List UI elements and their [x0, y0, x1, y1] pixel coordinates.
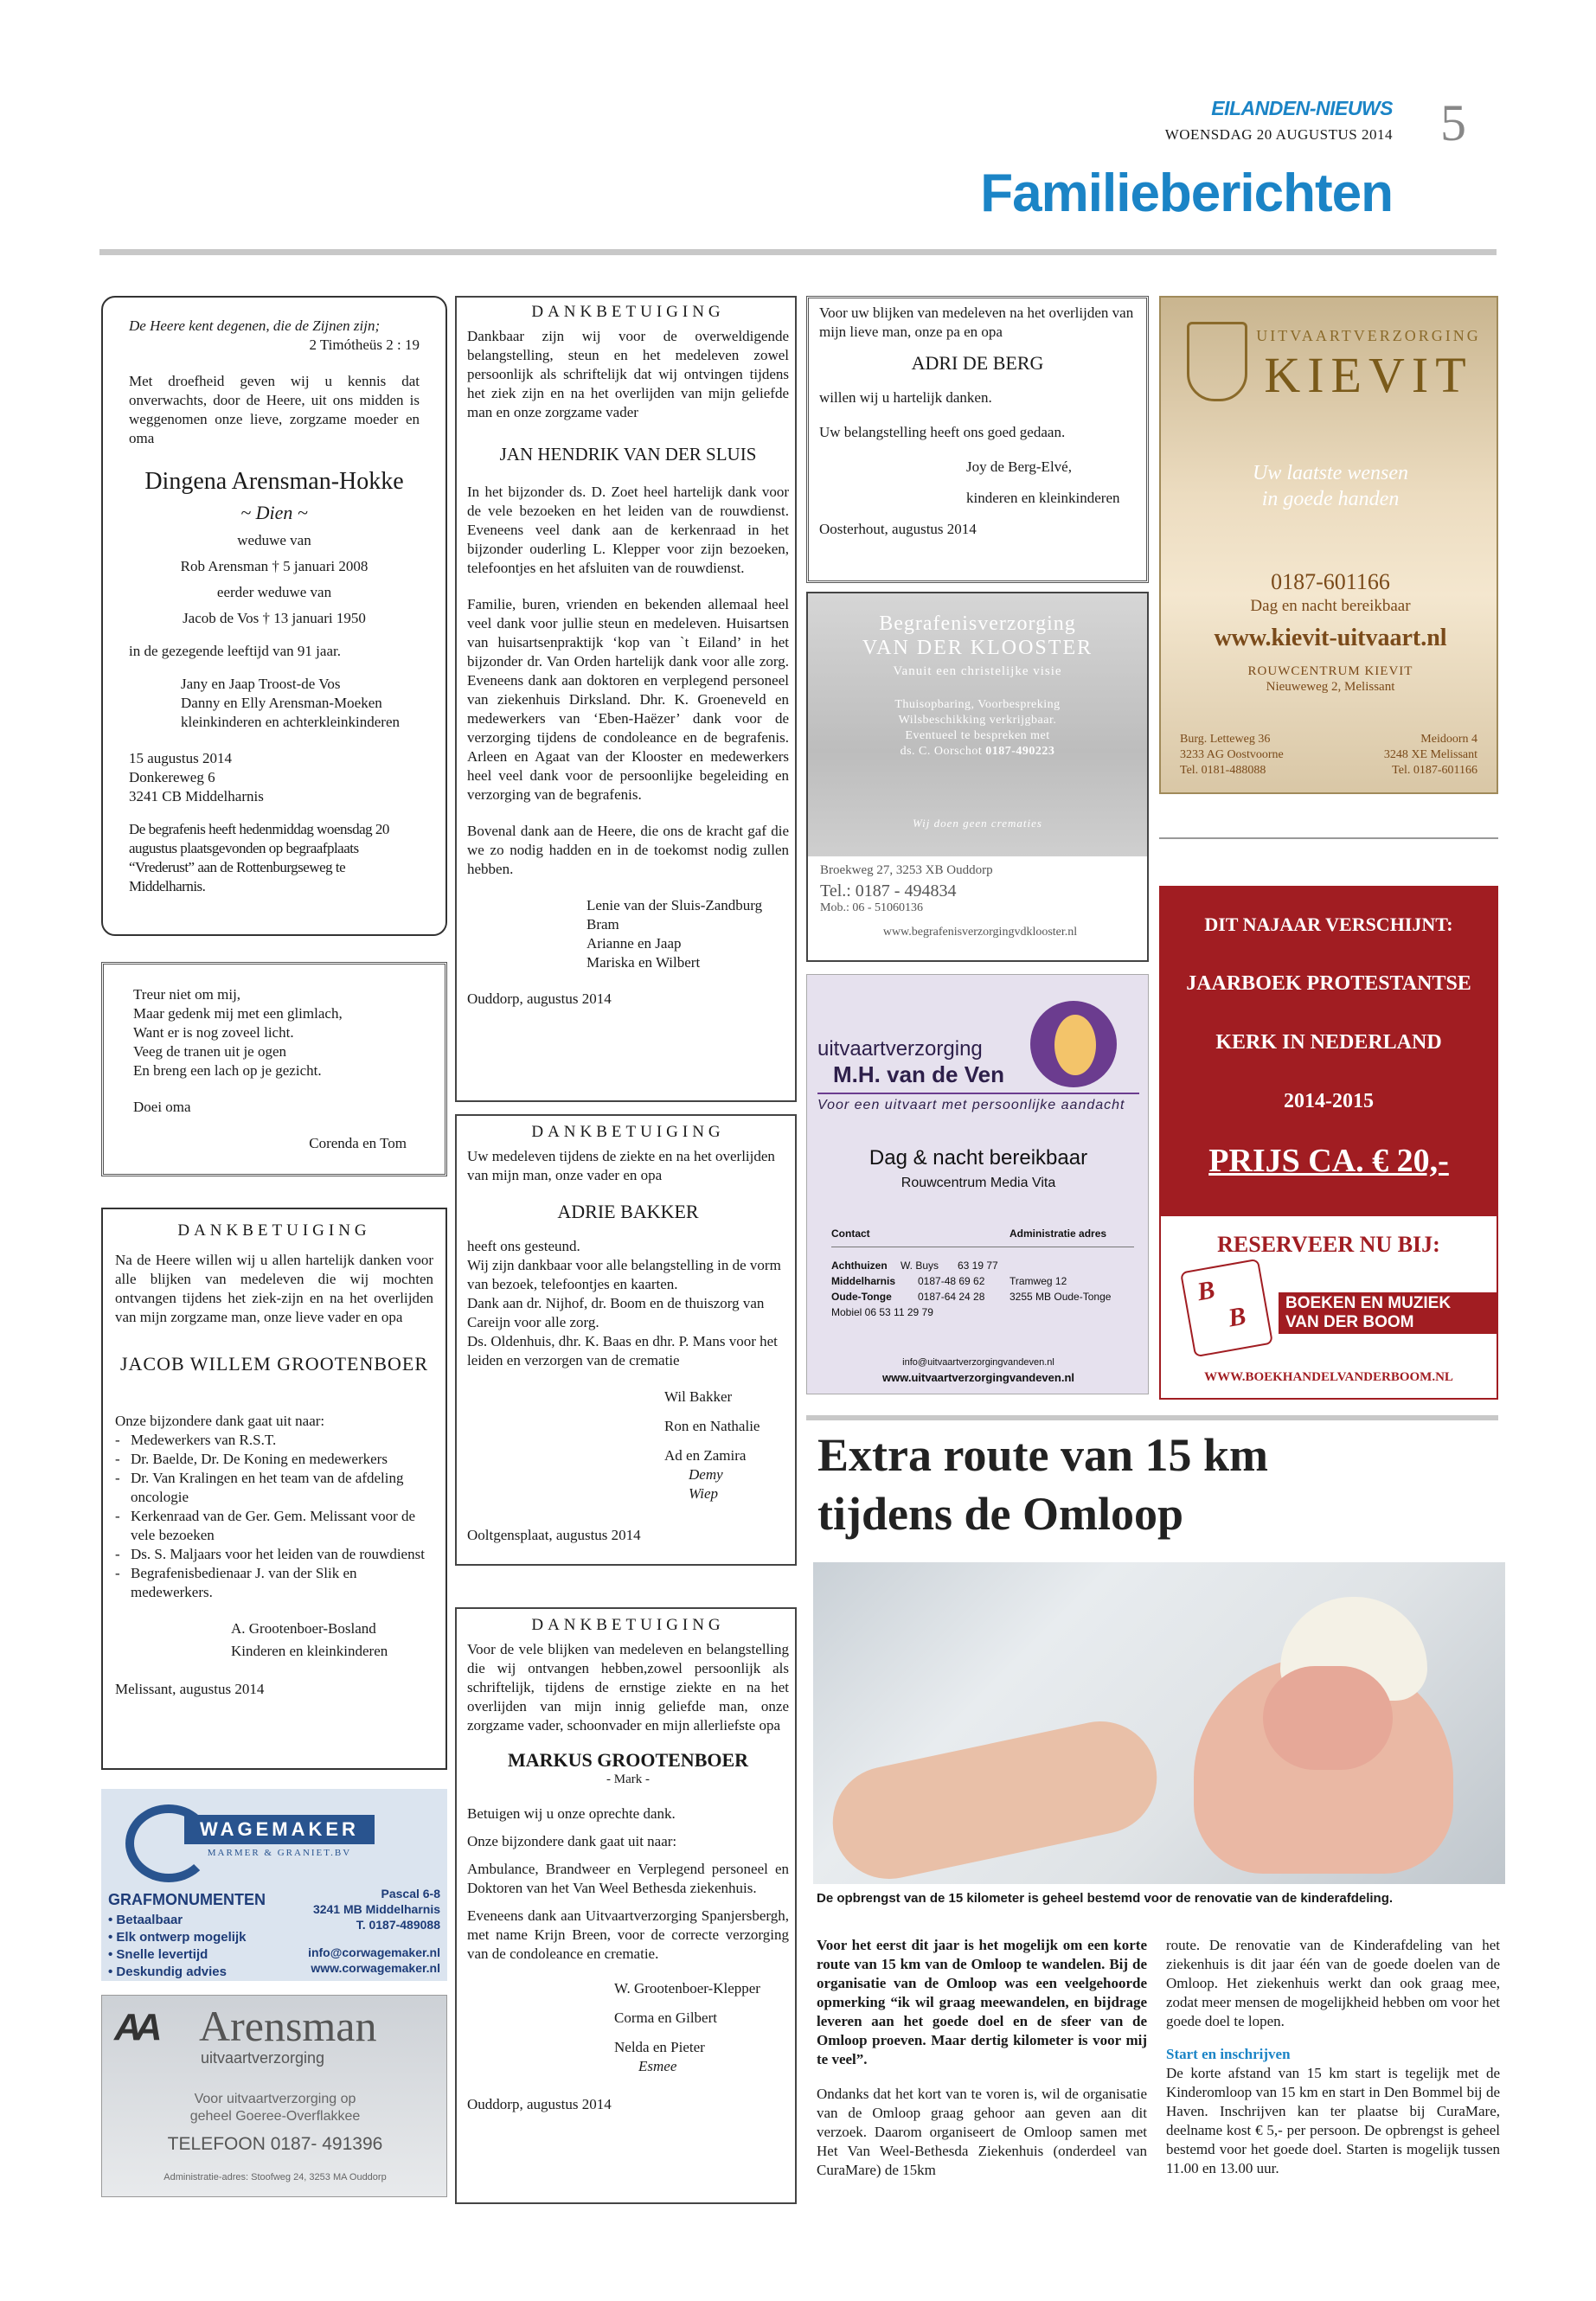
signature: Ron en Nathalie: [664, 1418, 760, 1434]
thanks-list-item: [115, 1507, 433, 1545]
website: WWW.BOEKHANDELVANDERBOOM.NL: [1204, 1370, 1453, 1384]
baby-face: [1263, 1666, 1393, 1770]
cell: W. Buys: [901, 1259, 939, 1272]
body-paragraph: De korte afstand van 15 km start is tegelijk met de Kinderomloop van 15 km en start in Den Bommel bij de Haven. Inschrijven kan ter plaatse bij CuraMare, deelname kost € 5,- per persoon. De opbrengst is geheel bestemd voor het goede doel. Starten is mogelijk tussen 11.00 en 13.00 uur.: [1166, 2065, 1500, 2176]
line: weduwe van: [237, 532, 311, 548]
shop-name: [1279, 1292, 1497, 1334]
website: www.corwagemaker.nl: [311, 1961, 440, 1975]
list-text: Medewerkers van R.S.T.: [131, 1432, 277, 1448]
brand-sub: uitvaartverzorging: [201, 2049, 325, 2067]
heading: DANKBETUIGING: [531, 1616, 725, 1634]
shop-line: BOEKEN EN MUZIEK: [1285, 1294, 1452, 1312]
brand-bar: [817, 1093, 1139, 1094]
thanks-list-item: [115, 1450, 433, 1469]
intro: Voor de vele blijken van medeleven en belangstelling die wij ontvangen hebben,zowel persoonlijk als schriftelijk, tijdens de ernstige ziekte en na het overlijden van mijn innig geliefde man, onze zorgzame vader, schoonvader en mijn allerliefste opa: [467, 1641, 789, 1734]
ad-kievit: [1159, 296, 1498, 794]
notice-deberg: [806, 296, 1149, 583]
ad-line: Dag en nacht bereikbaar: [1250, 597, 1411, 615]
deceased-name: ADRIE BAKKER: [557, 1201, 699, 1222]
tagline: Voor een uitvaart met persoonlijke aandacht: [817, 1098, 1125, 1112]
brand: KIEVIT: [1264, 347, 1473, 403]
phone: Tel.: 0187 - 494834: [820, 881, 957, 901]
line: eerder weduwe van: [216, 584, 332, 600]
cell: 0187-48 69 62: [918, 1275, 985, 1287]
signature: Ad en Zamira: [664, 1447, 747, 1464]
photo-caption: De opbrengst van de 15 kilometer is geheel bestemd voor de renovatie van de kinderafdeling.: [817, 1891, 1394, 1906]
address-line: 3248 XE Melissant: [1383, 748, 1477, 761]
list-dash: -: [115, 1432, 120, 1448]
crest-icon: [1187, 322, 1247, 401]
list-dash: -: [115, 1470, 120, 1486]
paragraph: Onze bijzondere dank gaat uit naar:: [467, 1833, 677, 1849]
verse-ref: 2 Timótheüs 2 : 19: [309, 336, 420, 353]
deceased-name: Dingena Arensman-Hokke: [144, 468, 404, 495]
reserve-label: RESERVEER NU BIJ:: [1217, 1232, 1440, 1257]
address-line: Tel. 0187-601166: [1392, 764, 1477, 777]
bullets: [108, 1912, 246, 1981]
ad-line: geheel Goeree-Overflakkee: [189, 2109, 361, 2124]
ad-heading: GRAFMONUMENTEN: [108, 1891, 266, 1908]
column-rule: [1159, 837, 1498, 839]
address: Broekweg 27, 3253 XB Ouddorp: [820, 863, 993, 877]
cell: Middelharnis: [831, 1275, 896, 1287]
signature: Esmee: [638, 2058, 677, 2074]
verse: De Heere kent degenen, die de Zijnen zijn;: [129, 317, 381, 334]
address-line: 3241 MB Middelharnis: [312, 1902, 440, 1916]
paragraph: heeft ons gesteund.: [467, 1238, 580, 1254]
signature: Lenie van der Sluis-Zandburg: [586, 897, 763, 913]
nickname: ~ Dien ~: [240, 502, 308, 523]
paragraph: Bovenal dank aan de Heere, die ons de kracht gaf die we zo nodig hadden en in de toekomst nodig zullen hebben.: [467, 823, 789, 877]
address-line: 3241 CB Middelharnis: [129, 788, 264, 804]
bullet-item: • Deskundig advies: [108, 1965, 227, 1979]
list-dash: -: [115, 1508, 120, 1524]
ad-title: Begrafenisverzorging: [879, 612, 1076, 635]
paragraph: Familie, buren, vrienden en bekenden allemaal heel veel dank voor jullie steun en medeleven. Huisartsen van huisartsenpraktijk ‘kop van `t Eiland’ in het bijzonder dr. Van Orden hartelijk dank voor alle zorg. Eveneens dank aan doktoren en verplegend personeel van ziekenhuis Dirksland. Dhr. K. Groeneveld en medewerkers van ‘Eben-Haëzer’ dank voor de verzorging tijdens de condoleance en de begrafenis. Arleen en Agaat van der Klooster en medewerkers heel veel dank voor de persoonlijke begeleiding en verzorging van de begrafenis.: [467, 596, 789, 803]
thanks-list-item: [115, 1564, 433, 1602]
arensman-logo: AA: [114, 2006, 156, 2048]
intro: Uw medeleven tijdens de ziekte en na het overlijden van mijn man, onze vader en opa: [467, 1148, 775, 1183]
ad-arensman: [101, 1995, 447, 2197]
ad-line: 2014-2015: [1284, 1090, 1374, 1112]
address-line: Pascal 6-8: [381, 1887, 440, 1900]
headline: [817, 1426, 1492, 1543]
poem-line: Veeg de tranen uit je ogen: [133, 1043, 287, 1060]
bullet-item: • Snelle levertijd: [108, 1947, 208, 1962]
logo-letter: B: [1195, 1275, 1217, 1307]
email: info@uitvaartverzorgingvandeven.nl: [902, 1357, 1054, 1368]
list-dash: -: [115, 1565, 120, 1581]
headline-line: tijdens de Omloop: [817, 1488, 1184, 1540]
price: PRIJS CA. € 20,-: [1208, 1143, 1449, 1179]
cell: Achthuizen: [831, 1259, 888, 1272]
logo-letter: B: [1226, 1301, 1248, 1333]
list-text: Ds. S. Maljaars voor het leiden van de rouwdienst: [131, 1546, 425, 1562]
place-date: Ouddorp, augustus 2014: [467, 2096, 612, 2112]
signature: Wil Bakker: [664, 1388, 733, 1405]
ad-line: Thuisopbaring, Voorbespreking: [894, 698, 1061, 711]
place-date: Ooltgensplaat, augustus 2014: [467, 1527, 641, 1543]
phone: TELEFOON 0187- 491396: [167, 2134, 383, 2154]
intro: Na de Heere willen wij u allen hartelijk danken voor alle blijken van medeleven die wij mochten ontvangen tijdens het ziek-zijn en na het overlijden van mijn zorgzame man, onze lieve vader en opa: [115, 1252, 433, 1325]
notice-treur: [101, 962, 447, 1176]
thanks-list-item: [115, 1545, 433, 1564]
ad-line: Voor uitvaartverzorging op: [194, 2092, 356, 2106]
poem-line: Maar gedenk mij met een glimlach,: [133, 1005, 343, 1022]
signature: Mariska en Wilbert: [586, 954, 701, 971]
signature: Demy: [689, 1466, 723, 1483]
brand-line: uitvaartverzorging: [817, 1037, 983, 1061]
mobile: Mob.: 06 - 51060136: [820, 901, 923, 914]
website: www.kievit-uitvaart.nl: [1214, 625, 1447, 651]
cell: 3255 MB Oude-Tonge: [1010, 1291, 1112, 1303]
ad-contact: [820, 863, 1140, 939]
ad-line: Vanuit een christelijke visie: [893, 664, 1062, 678]
address-line: Meidoorn 4: [1420, 733, 1477, 746]
thanks-list-item: [115, 1469, 433, 1507]
paragraph: Eveneens dank aan Uitvaartverzorging Spanjersbergh, met name Krijn Breen, voor de correcte verzorging van de condoleance en crematie.: [467, 1907, 789, 1962]
address-left: [1180, 732, 1284, 779]
subhead: Start en inschrijven: [1166, 2046, 1291, 2062]
cell: 63 19 77: [958, 1259, 998, 1272]
notice-frame: [455, 296, 797, 1102]
poem-line: Doei oma: [133, 1099, 191, 1115]
signature: Joy de Berg-Elvé,: [966, 458, 1072, 475]
deceased-name: JAN HENDRIK VAN DER SLUIS: [499, 444, 757, 465]
cell: Mobiel 06 53 11 29 79: [831, 1306, 933, 1318]
signature: A. Grootenboer-Bosland: [231, 1620, 376, 1637]
place-date: Oosterhout, augustus 2014: [819, 521, 977, 537]
place-date: Ouddorp, augustus 2014: [467, 990, 612, 1007]
slogan-line: in goede handen: [1261, 488, 1400, 510]
ad-phone: 0187-490223: [985, 745, 1055, 758]
place-date: Melissant, augustus 2014: [115, 1681, 265, 1697]
list-dash: -: [115, 1546, 120, 1562]
email: info@corwagemaker.nl: [308, 1945, 440, 1959]
slogan-line: Uw laatste wensen: [1253, 462, 1408, 484]
list-text: Kerkenraad van de Ger. Gem. Melissant voor de vele bezoeken: [131, 1508, 416, 1543]
brand: M.H. van de Ven: [833, 1061, 1004, 1087]
paragraph: Dank aan dr. Nijhof, dr. Boom en de thuiszorg van Careijn voor alle zorg.: [467, 1295, 765, 1330]
ad-jaarboek: [1159, 886, 1498, 1400]
bullet-item: • Elk ontwerp mogelijk: [108, 1930, 247, 1945]
website: www.uitvaartverzorgingvandeven.nl: [881, 1371, 1074, 1384]
notice-arensman: [101, 296, 447, 936]
list-intro: Onze bijzondere dank gaat uit naar:: [115, 1413, 325, 1429]
thanks-list-item: [115, 1431, 433, 1450]
phone: 0187-601166: [1271, 569, 1390, 594]
addr: [308, 1886, 440, 1976]
ad-line: JAARBOEK PROTESTANTSE: [1186, 972, 1471, 995]
ad-line: Nieuweweg 2, Melissant: [1266, 680, 1395, 694]
line: Rob Arensman † 5 januari 2008: [180, 558, 369, 574]
address-line: 3233 AG Oostvoorne: [1180, 748, 1284, 761]
nickname: - Mark -: [606, 1772, 650, 1786]
brand-line: UITVAARTVERZORGING: [1256, 327, 1481, 344]
ad-text: [102, 2091, 447, 2125]
ad-wagemaker: [101, 1789, 447, 1981]
poem-line: Treur niet om mij,: [133, 986, 241, 1003]
poem-line: Want er is nog zoveel licht.: [133, 1024, 294, 1041]
address-right: [1384, 732, 1477, 779]
address-line: 15 augustus 2014: [129, 750, 232, 766]
cell: 0187-64 24 28: [918, 1291, 985, 1303]
family-line: kleinkinderen en achterkleinkinderen: [181, 714, 400, 730]
article-col1: [817, 1936, 1147, 2180]
thanks-list: [115, 1431, 433, 1602]
line: Jacob de Vos † 13 januari 1950: [183, 610, 366, 626]
ad-line: ROUWCENTRUM KIEVIT: [1247, 664, 1413, 678]
signature: Bram: [586, 916, 619, 933]
vandeven-logo-inner: [1054, 1015, 1096, 1075]
ad-line: Wilsbeschikking verkrijgbaar.: [898, 714, 1057, 727]
page-number: 5: [1440, 94, 1466, 151]
funeral-info: De begrafenis heeft hedenmiddag woensdag 20 augustus plaatsgevonden op begraafplaats “Vrederust” aan de Rottenburgseweg te Middelharnis.: [129, 821, 389, 894]
paragraph: Ds. Oldenhuis, dhr. K. Baas en dhr. P. Mans voor het leiden en verzorgen van de crematie: [467, 1333, 778, 1368]
ad-line: KERK IN NEDERLAND: [1215, 1031, 1442, 1054]
slogan: [1161, 460, 1498, 512]
deceased-name: ADRI DE BERG: [911, 352, 1044, 374]
brand: WAGEMAKER: [184, 1815, 375, 1844]
col-header: Contact: [831, 1227, 870, 1240]
signature: W. Grootenboer-Klepper: [614, 1980, 760, 1997]
signature: Corenda en Tom: [309, 1135, 407, 1151]
brand: Arensman: [199, 2002, 377, 2050]
paragraph: Ambulance, Brandweer en Verplegend personeel en Doktoren van het Van Weel Bethesda ziekenhuis.: [467, 1861, 789, 1896]
cell: Tramweg 12: [1010, 1275, 1067, 1287]
heading: DANKBETUIGING: [531, 1123, 725, 1141]
ad-line: ds. C. Oorschot: [900, 745, 983, 758]
signature: Nelda en Pieter: [614, 2039, 705, 2055]
ad-brand: VAN DER KLOOSTER: [862, 637, 1093, 659]
paragraph: Uw belangstelling heeft ons goed gedaan.: [819, 424, 1066, 440]
hand-shape: [823, 1711, 1168, 1884]
signature: Wiep: [689, 1485, 718, 1502]
body-paragraph: route. De renovatie van de Kinderafdeling van het ziekenhuis is dit jaar één van de goede doelen van de Omloop. Het ziekenhuis werkt dan ook graag mee, zodat meer mensen de mogelijkheid hebben om voor het goede doel te lopen.: [1166, 1937, 1500, 2029]
col-header: Administratie adres: [1010, 1227, 1107, 1240]
article-rule: [806, 1415, 1498, 1420]
signature: Kinderen en kleinkinderen: [231, 1643, 388, 1659]
article-photo: [813, 1562, 1505, 1884]
intro: Dankbaar zijn wij voor de overweldigende belangstelling, steun en het medeleven zowel persoonlijk als schriftelijk dat wij ontvingen tijdens het ziek zijn en na het overlijden van mijn geliefde man en onze zorgzame vader: [467, 328, 789, 420]
deceased-name: MARKUS GROOTENBOER: [507, 1749, 749, 1771]
contact-table: [831, 1226, 1134, 1320]
intro: Voor uw blijken van medeleven na het overlijden van mijn lieve man, onze pa en opa: [819, 304, 1134, 340]
book-logo-icon: [1180, 1259, 1273, 1357]
shop-line: VAN DER BOOM: [1285, 1313, 1414, 1331]
notice-bakker: [467, 1123, 789, 1545]
cell: Oude-Tonge: [831, 1291, 892, 1303]
address-line: Donkereweg 6: [129, 769, 215, 785]
paragraph: Betuigen wij u onze oprechte dank.: [467, 1805, 676, 1822]
list-dash: -: [115, 1451, 120, 1467]
issue-date: WOENSDAG 20 AUGUSTUS 2014: [1164, 126, 1393, 143]
article-col2: [1166, 1936, 1500, 2178]
bullet-item: • Betaalbaar: [108, 1913, 183, 1927]
signature: Arianne en Jaap: [586, 935, 682, 952]
heading: DANKBETUIGING: [177, 1221, 371, 1240]
signature: kinderen en kleinkinderen: [966, 490, 1120, 506]
admin-address: Administratie-adres: Stoofweg 24, 3253 MA Ouddorp: [163, 2172, 387, 2182]
address-line: Tel. 0181-488088: [1180, 764, 1266, 777]
brand-sub: MARMER & GRANIET.BV: [207, 1848, 352, 1858]
poem-line: En breng een lach op je gezicht.: [133, 1062, 322, 1079]
list-text: Dr. Baelde, Dr. De Koning en medewerkers: [131, 1451, 388, 1467]
address-line: Burg. Letteweg 36: [1180, 733, 1271, 746]
masthead-rule: [99, 249, 1497, 255]
ad-line: DIT NAJAAR VERSCHIJNT:: [1204, 913, 1453, 935]
ad-vandeven: [806, 974, 1149, 1394]
signature: Corma en Gilbert: [614, 2009, 717, 2026]
lead: Voor het eerst dit jaar is het mogelijk om een korte route van 15 km van de Omloop te wandelen. Bij de organisatie van de Omloop was een veelgehoorde opmerking “ik wil graag meewandelen, en bijdrage leveren aan het goede doel en de sfeer van de Omloop proeven. Maar dertig kilometer is voor mij te veel”.: [817, 1937, 1147, 2067]
phone: T. 0187-489088: [356, 1918, 440, 1932]
notice-markus: [467, 1616, 789, 2114]
list-text: Begrafenisbedienaar J. van der Slik en medewerkers.: [131, 1565, 357, 1600]
ad-line: Eventueel te bespreken met: [905, 729, 1050, 742]
paragraph: willen wij u hartelijk danken.: [819, 389, 992, 406]
paragraph: In het bijzonder ds. D. Zoet heel hartelijk dank voor de vele bezoeken en het leiden van de rouwdienst. Eveneens veel dank aan de kerkenraad in het bijzonder ouderling L. Klepper voor zijn bezoeken, telefoontjes en het afsluiten van de rouwdienst.: [467, 484, 789, 576]
family-line: Jany en Jaap Troost-de Vos: [181, 676, 341, 692]
ad-vanderklooster: [806, 592, 1149, 962]
paper-name: EILANDEN-NIEUWS: [1211, 97, 1393, 119]
ad-text: [808, 697, 1147, 760]
heading: DANKBETUIGING: [531, 303, 725, 321]
deceased-name: JACOB WILLEM GROOTENBOER: [119, 1353, 429, 1375]
headline-line: Extra route van 15 km: [817, 1429, 1268, 1481]
age: in de gezegende leeftijd van 91 jaar.: [129, 643, 341, 659]
ad-line: Wij doen geen crematies: [913, 817, 1042, 830]
paragraph: Wij zijn dankbaar voor alle belangstelling in de vorm van bezoek, telefoontjes en kaarten.: [467, 1257, 781, 1292]
website: www.begrafenisverzorgingvdklooster.nl: [882, 926, 1078, 939]
body-paragraph: Ondanks dat het kort van te voren is, wil de organisatie van de Omloop graag gehoor aan geven aan dit verzoek. Daarom organiseert de Omloop samen met Het Van Weel-Bethesda Ziekenhuis (onderdeel van CuraMare) de 15km: [817, 2086, 1147, 2178]
intro: Met droefheid geven wij u kennis dat onverwachts, door de Heere, uit ons midden is weggenomen onze lieve, zorgzame moeder en oma: [129, 373, 420, 446]
ad-line: Dag & nacht bereikbaar: [869, 1146, 1088, 1170]
notice-grootenboer-jw: [101, 1208, 447, 1770]
section-title: Familieberichten: [980, 163, 1393, 223]
family-line: Danny en Elly Arensman-Moeken: [181, 695, 382, 711]
ad-line: Rouwcentrum Media Vita: [901, 1176, 1056, 1190]
list-text: Dr. Van Kralingen en het team van de afdeling oncologie: [131, 1470, 404, 1505]
